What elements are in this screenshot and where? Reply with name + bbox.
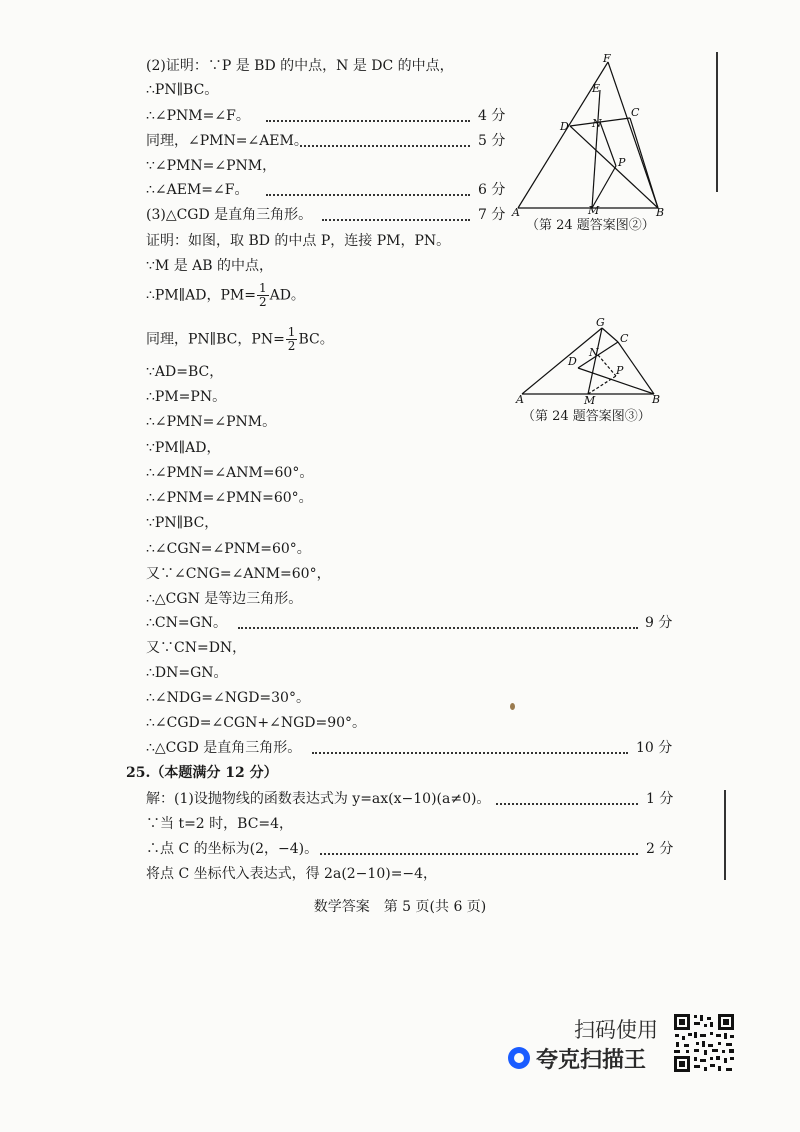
denominator: 2 [287, 339, 296, 353]
text-line: ∴△CGD 是直角三角形。 [146, 740, 302, 756]
figure-24-3 [512, 314, 672, 410]
figure-caption: （第 24 题答案图②） [526, 218, 655, 233]
label-G: G [596, 316, 605, 329]
dot-leader [320, 851, 638, 855]
text-line: 证明：如图，取 BD 的中点 P，连接 PM，PN。 [146, 233, 451, 249]
dot-leader [266, 192, 470, 196]
score-mark: 4 分 [478, 108, 506, 124]
label-C: C [631, 106, 640, 119]
text-line: ∴△CGN 是等边三角形。 [146, 591, 303, 607]
label-A: A [516, 393, 524, 406]
text-line: ∴∠PNM=∠F。 [146, 108, 250, 124]
fraction-suffix: AD。 [269, 287, 305, 304]
text-line: ∵PM∥AD， [146, 440, 221, 456]
text-line: ∴∠NDG=∠NGD=30°。 [146, 690, 310, 706]
text-line: ∵∠PMN=∠PNM， [146, 158, 277, 174]
text-line: ∵M 是 AB 的中点， [146, 258, 273, 274]
label-A: A [512, 206, 520, 219]
text-line: 将点 C 坐标代入表达式，得 2a(2−10)=−4， [146, 866, 438, 882]
text-line: (2)证明：∵P 是 BD 的中点，N 是 DC 的中点， [146, 58, 454, 74]
fraction-prefix: ∴PM∥AD，PM= [146, 287, 256, 304]
label-D: D [568, 355, 577, 368]
fraction [257, 282, 269, 309]
label-E: E [592, 82, 601, 95]
figure-caption: （第 24 题答案图③） [522, 409, 651, 424]
margin-rule [716, 52, 718, 192]
numerator: 1 [287, 325, 296, 339]
text-line: ∴∠PMN=∠PNM。 [146, 414, 277, 430]
label-C: C [620, 332, 629, 345]
fraction [286, 326, 298, 353]
text-line: ∴∠CGN=∠PNM=60°。 [146, 541, 311, 557]
label-B: B [652, 393, 661, 406]
text-line: ∵AD=BC， [146, 364, 224, 380]
app-name: 夸克扫描王 [536, 1048, 647, 1073]
score-mark: 5 分 [478, 133, 506, 149]
label-P: P [618, 156, 626, 169]
dot-leader [238, 625, 638, 629]
label-B: B [656, 206, 665, 219]
dot-leader [266, 118, 470, 122]
dot-leader [322, 217, 470, 221]
denominator: 2 [258, 295, 267, 309]
dot-leader [300, 143, 470, 147]
text-line: 又∵∠CNG=∠ANM=60°， [146, 566, 331, 582]
fraction-prefix: 同理，PN∥BC，PN= [146, 331, 285, 348]
qr-code-icon[interactable] [672, 1012, 736, 1074]
text-line: ∴点 C 的坐标为(2，−4)。 [146, 841, 319, 857]
score-mark: 1 分 [646, 791, 674, 807]
fraction-suffix: BC。 [298, 331, 334, 348]
text-line: ∴∠CGD=∠CGN+∠NGD=90°。 [146, 715, 367, 731]
dot-leader [496, 801, 638, 805]
dot-leader [312, 750, 628, 754]
page-footer: 数学答案 第 5 页(共 6 页) [313, 899, 487, 915]
text-line: ∴CN=GN。 [146, 615, 228, 631]
score-mark: 7 分 [478, 207, 506, 223]
text-line: ∵PN∥BC， [146, 515, 219, 531]
scan-label: 扫码使用 [574, 1018, 658, 1042]
label-F: F [603, 52, 611, 65]
text-line: ∴∠PNM=∠PMN=60°。 [146, 490, 313, 506]
text-line: 又∵CN=DN， [146, 640, 247, 656]
label-N: N [592, 117, 602, 130]
text-line: 同理，∠PMN=∠AEM。 [146, 133, 308, 149]
text-line: (3)△CGD 是直角三角形。 [146, 207, 313, 223]
text-line: ∴∠PMN=∠ANM=60°。 [146, 465, 314, 481]
score-mark: 2 分 [646, 841, 674, 857]
text-line: ∵当 t=2 时，BC=4， [146, 816, 294, 832]
numerator: 1 [258, 281, 267, 295]
text-line: 解：(1)设抛物线的函数表达式为 y=ax(x−10)(a≠0)。 [146, 791, 491, 807]
text-line: ∴∠AEM=∠F。 [146, 182, 249, 198]
figure-24-2 [508, 50, 676, 220]
brand-logo-icon [508, 1047, 530, 1069]
fraction-line-pn [146, 326, 334, 353]
label-M: M [588, 204, 600, 217]
score-mark: 9 分 [645, 615, 673, 631]
scan-speck [510, 703, 515, 710]
text-line: ∴PM=PN。 [146, 389, 227, 405]
label-D: D [560, 120, 569, 133]
label-P: P [616, 364, 624, 377]
label-M: M [584, 394, 596, 407]
text-line: ∴DN=GN。 [146, 665, 228, 681]
label-N: N [589, 346, 599, 359]
score-mark: 6 分 [478, 182, 506, 198]
text-line: ∴PN∥BC。 [146, 82, 219, 98]
margin-rule [724, 790, 726, 880]
fraction-line-pm [146, 282, 305, 309]
question-heading: 25.（本题满分 12 分） [126, 765, 278, 781]
score-mark: 10 分 [636, 740, 673, 756]
